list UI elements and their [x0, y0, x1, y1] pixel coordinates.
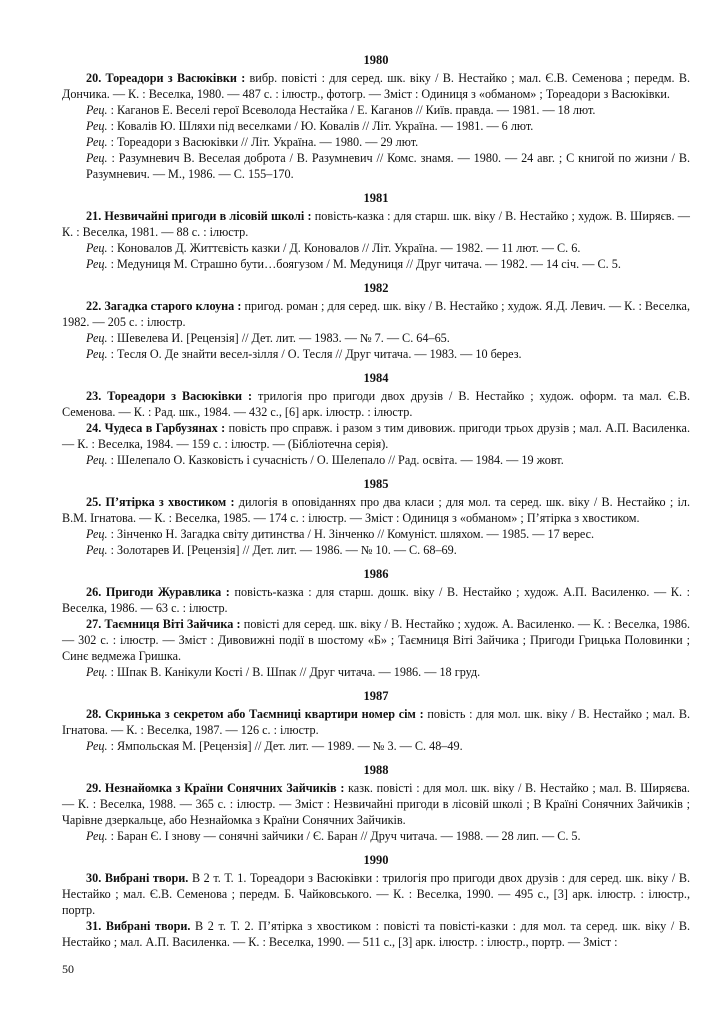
bibliography-entry	[62, 420, 690, 452]
year-heading: 1987	[363, 689, 389, 703]
bibliography-entry	[62, 616, 690, 664]
bibliography-entry	[62, 918, 690, 950]
entry-description: трилогія про пригоди двох друзів / В. Нестайко ; худож. оформ. та мал. Є.В. Семенова. — К. : Рад. шк., 1984. — 432 с., [6] арк. ілюстр. : ілюстр.	[62, 389, 690, 419]
entry-title: 27. Таємниця Віті Зайчика :	[86, 617, 241, 631]
review-entry	[62, 664, 690, 680]
entry-description: пригод. роман ; для серед. шк. віку / В. Нестайко ; худож. Я.Д. Левич. — К. : Веселка, 1982. — 205 с. : ілюстр.	[62, 299, 691, 329]
review-text: : Тореадори з Васюківки // Літ. Україна. — 1980. — 29 лют.	[107, 135, 419, 149]
year-heading: 1990	[363, 853, 389, 867]
review-entry	[62, 240, 690, 256]
review-label: Рец.	[86, 241, 108, 255]
year-heading: 1980	[363, 53, 389, 67]
year-heading: 1982	[363, 281, 389, 295]
entry-description: повість-казка : для старш. дошк. віку / В. Нестайко ; худож. А.П. Василенко. — К. : Веселка, 1986. — 63 с. : ілюстр.	[62, 585, 690, 615]
review-text: : Ямпольская М. [Рецензія] // Дет. лит. — 1989. — № 3. — С. 48–49.	[107, 739, 463, 753]
review-text: : Шелепало О. Казковість і сучасність / О. Шелепало // Рад. освіта. — 1984. — 19 жовт.	[107, 453, 564, 467]
review-label: Рец.	[86, 257, 108, 271]
page-number: 50	[62, 962, 74, 976]
review-entry	[62, 134, 690, 150]
entry-description: повість про справж. і разом з тим дивовиж. пригоди трьох друзів ; мал. А.П. Василенка. — К. : Веселка, 1984. — 159 с. : ілюстр. — (Бібліотечна серія).	[62, 421, 690, 451]
review-label: Рец.	[86, 103, 108, 117]
year-heading: 1985	[363, 477, 389, 491]
entry-title: 28. Скринька з секретом або Таємниці квартири номер сім :	[86, 707, 424, 721]
bibliography-entry	[62, 494, 690, 526]
entry-description: В 2 т. Т. 1. Тореадори з Васюківки : трилогія про пригоди двох друзів : для серед. шк. віку / В. Нестайко ; мал. Є.В. Семенова ; передм. Б. Чайковського. — К. : Веселка, 1990. — 495 с., [3] арк. ілюстр. : ілюстр., портр.	[62, 871, 691, 917]
bibliography-entry	[62, 70, 690, 102]
entry-title: 23. Тореадори з Васюківки :	[86, 389, 253, 403]
entry-description: повість : для мол. шк. віку / В. Нестайко ; мал. В. Ігнатова. — К. : Веселка, 1987. — 126 с. : ілюстр.	[62, 707, 690, 737]
entry-title: 20. Тореадори з Васюківки :	[86, 71, 246, 85]
entry-title: 31. Вибрані твори.	[86, 919, 191, 933]
review-label: Рец.	[86, 453, 108, 467]
review-label: Рец.	[86, 135, 108, 149]
review-label: Рец.	[86, 151, 108, 165]
entry-description: В 2 т. Т. 2. П’ятірка з хвостиком : повісті та повісті-казки : для мол. та серед. шк. віку / В. Нестайко ; мал. А.П. Василенка. — К. : Веселка, 1990. — 511 с., [3] арк. ілюстр. : ілюстр., портр. — Зміст :	[62, 919, 690, 949]
review-entry	[62, 452, 690, 468]
review-label: Рец.	[86, 829, 108, 843]
entry-description: казк. повісті : для мол. шк. віку / В. Нестайко ; мал. В. Ширяєва. — К. : Веселка, 1988. — 365 с. : ілюстр. — Зміст : Незвичайні пригоди в лісовій школі ; В Країні Сонячних Зайчиків ; Чарівне дзеркальце, або Незнайомка з Країни Сонячних Зайчиків.	[62, 781, 690, 827]
review-label: Рец.	[86, 527, 108, 541]
review-entry	[62, 526, 690, 542]
review-text: : Шевелева И. [Рецензія] // Дет. лит. — 1983. — № 7. — С. 64–65.	[107, 331, 450, 345]
review-entry	[62, 102, 690, 118]
bibliography-entry	[62, 706, 690, 738]
review-label: Рец.	[86, 119, 108, 133]
bibliography-entry	[62, 870, 690, 918]
bibliography-entry	[62, 208, 690, 240]
review-label: Рец.	[86, 739, 108, 753]
entry-description: вибр. повісті : для серед. шк. віку / В. Нестайко ; мал. Є.В. Семенова ; передм. В. Дончика. — К. : Веселка, 1980. — 487 с. : ілюстр., фотогр. — Зміст : Одиниця з «обманом» ; Тореадори з Васюківки.	[62, 71, 691, 101]
entry-title: 25. П’ятірка з хвостиком :	[86, 495, 235, 509]
entry-description: повість-казка : для старш. шк. віку / В. Нестайко ; худож. В. Ширяєв. — К. : Веселка, 1981. — 88 с. : ілюстр.	[62, 209, 690, 239]
review-entry	[62, 118, 690, 134]
year-heading: 1988	[363, 763, 389, 777]
review-label: Рец.	[86, 543, 108, 557]
bibliography-entry	[62, 388, 690, 420]
review-text: : Баран Є. І знову — сонячні зайчики / Є. Баран // Друч читача. — 1988. — 28 лип. — С. 5.	[107, 829, 581, 843]
year-heading: 1981	[363, 191, 389, 205]
entry-title: 22. Загадка старого клоуна :	[86, 299, 242, 313]
review-text: : Каганов Е. Веселі герої Всеволода Нестайка / Е. Каганов // Київ. правда. — 1981. — 18 лют.	[107, 103, 596, 117]
bibliography-entry	[62, 584, 690, 616]
bibliography-entry	[62, 780, 690, 828]
review-text: : Шпак В. Канікули Кості / В. Шпак // Друг читача. — 1986. — 18 груд.	[107, 665, 481, 679]
review-entry	[62, 542, 690, 558]
review-entry	[62, 150, 690, 182]
entry-description: дилогія в оповіданнях про два класи ; для мол. та серед. шк. віку / В. Нестайко ; іл. В.М. Ігнатова. — К. : Веселка, 1985. — 174 с. : ілюстр. — Зміст : Одиниця з «обманом» ; П’ятірка з хвостиком.	[62, 495, 690, 525]
review-label: Рец.	[86, 665, 108, 679]
bibliography-entry	[62, 298, 690, 330]
review-entry	[62, 346, 690, 362]
entry-title: 24. Чудеса в Гарбузянах :	[86, 421, 226, 435]
year-heading: 1984	[363, 371, 389, 385]
review-entry	[62, 738, 690, 754]
entry-title: 30. Вибрані твори.	[86, 871, 189, 885]
review-text: : Золотарев И. [Рецензія] // Дет. лит. — 1986. — № 10. — С. 68–69.	[107, 543, 457, 557]
entry-description: повісті для серед. шк. віку / В. Нестайко ; худож. А. Василенко. — К. : Веселка, 1986. — 302 с. : ілюстр. — Зміст : Дивовижні події в шостому «Б» ; Таємниця Віті Зайчика ; Пригоди Грицька Половинки ; Синє ведмежа Гришка.	[62, 617, 691, 663]
entry-title: 29. Незнайомка з Країни Сонячних Зайчиків :	[86, 781, 345, 795]
bibliography-list	[62, 52, 690, 950]
review-entry	[62, 330, 690, 346]
review-text: : Медуниця М. Страшно бути…боягузом / М. Медуниця // Друг читача. — 1982. — 14 січ. — С. 5.	[107, 257, 621, 271]
entry-title: 21. Незвичайні пригоди в лісовій школі :	[86, 209, 312, 223]
review-text: : Разумневич В. Веселая доброта / В. Разумневич // Комс. знамя. — 1980. — 24 авг. ; С книгой по жизни / В. Разумневич. — М., 1986. — С. 155–170.	[86, 151, 690, 181]
review-entry	[62, 256, 690, 272]
review-text: : Ковалів Ю. Шляхи під веселками / Ю. Ковалів // Літ. Україна. — 1981. — 6 лют.	[107, 119, 534, 133]
review-text: : Тесля О. Де знайти весел-зілля / О. Тесля // Друг читача. — 1983. — 10 берез.	[107, 347, 522, 361]
review-entry	[62, 828, 690, 844]
review-label: Рец.	[86, 331, 108, 345]
review-text: : Зінченко Н. Загадка світу дитинства / Н. Зінченко // Комуніст. шляхом. — 1985. — 17 верес.	[107, 527, 595, 541]
year-heading: 1986	[363, 567, 389, 581]
review-text: : Коновалов Д. Життєвість казки / Д. Коновалов // Літ. Україна. — 1982. — 11 лют. — С. 6.	[107, 241, 581, 255]
review-label: Рец.	[86, 347, 108, 361]
entry-title: 26. Пригоди Журавлика :	[86, 585, 230, 599]
